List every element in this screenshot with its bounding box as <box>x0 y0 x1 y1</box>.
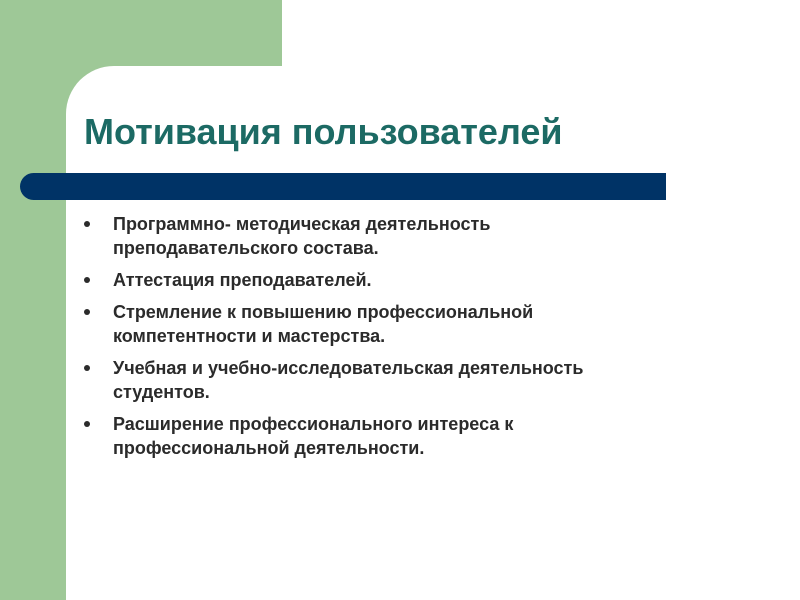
bullet-item <box>84 412 724 460</box>
bullet-dot-icon <box>84 365 90 371</box>
bullet-item <box>84 212 724 260</box>
title-underline-bar <box>20 173 666 200</box>
bullet-dot-icon <box>84 221 90 227</box>
bullet-text: профессиональной деятельности. <box>113 438 425 458</box>
bullet-item <box>84 268 724 292</box>
bullet-text: студентов. <box>113 382 210 402</box>
bullet-text: преподавательского состава. <box>113 238 379 258</box>
slide-title: Мотивация пользователей <box>84 111 563 152</box>
bullet-dot-icon <box>84 277 90 283</box>
bullet-text: компетентности и мастерства. <box>113 326 386 346</box>
bullet-item <box>84 300 724 348</box>
bullet-dot-icon <box>84 421 90 427</box>
bullet-list <box>84 212 724 468</box>
bullet-text: Программно- методическая деятельность <box>113 214 491 234</box>
bullet-text: Расширение профессионального интереса к <box>113 414 514 434</box>
bullet-text: Аттестация преподавателей. <box>113 270 372 290</box>
bullet-dot-icon <box>84 309 90 315</box>
bullet-text: Учебная и учебно-исследовательская деятельность <box>113 358 584 378</box>
bullet-item <box>84 356 724 404</box>
bullet-text: Стремление к повышению профессиональной <box>113 302 534 322</box>
